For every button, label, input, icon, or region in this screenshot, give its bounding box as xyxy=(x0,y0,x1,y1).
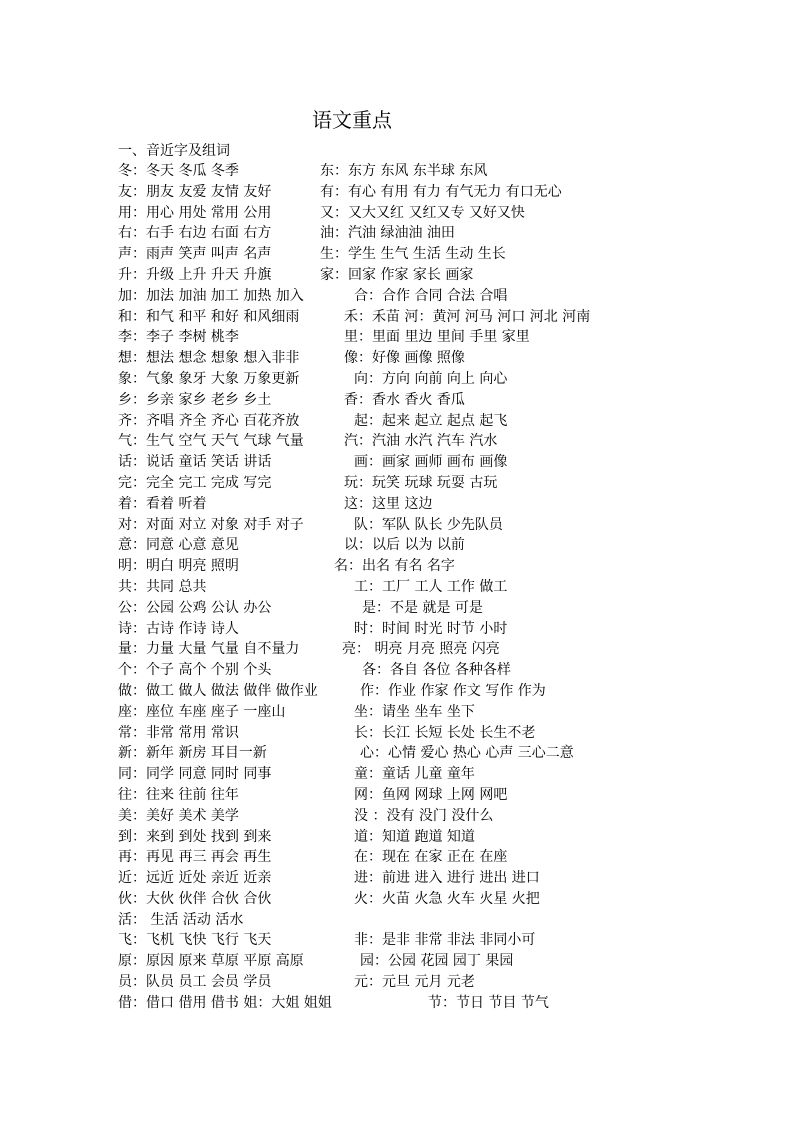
word-group-right: 以：以后 以为 以前 xyxy=(344,537,465,554)
word-group-right: 火：火苗 火急 火车 火星 火把 xyxy=(354,890,540,907)
word-row xyxy=(118,307,758,328)
word-row xyxy=(118,390,758,411)
word-group-left: 近：远近 近处 亲近 近亲 xyxy=(118,870,272,887)
word-row xyxy=(118,910,758,931)
word-group-left: 意：同意 心意 意见 xyxy=(118,537,239,554)
word-group-left: 明：明白 明亮 照明 xyxy=(118,558,239,575)
word-group-left: 伙：大伙 伙伴 合伙 合伙 xyxy=(118,890,272,907)
word-group-left: 气：生气 空气 天气 气球 气量 xyxy=(118,433,304,450)
word-row xyxy=(118,785,758,806)
word-group-left: 座：座位 车座 座子 一座山 xyxy=(118,703,286,720)
word-group-right: 像：好像 画像 照像 xyxy=(344,350,465,367)
word-group-right: 心：心情 爱心 热心 心声 三心二意 xyxy=(360,745,574,762)
word-group-left: 着：看着 听着 xyxy=(118,495,207,512)
word-group-right: 汽：汽油 水汽 汽车 汽水 xyxy=(344,433,498,450)
word-group-right: 亮： 明亮 月亮 照亮 闪亮 xyxy=(342,641,500,658)
word-group-left: 想：想法 想念 想象 想入非非 xyxy=(118,350,300,367)
word-group-left: 量：力量 大量 气量 自不量力 xyxy=(118,641,300,658)
word-row xyxy=(118,889,758,910)
word-row xyxy=(118,743,758,764)
word-row xyxy=(118,182,758,203)
word-row xyxy=(118,868,758,889)
word-row xyxy=(118,806,758,827)
word-list xyxy=(118,161,758,1014)
word-group-right: 生：学生 生气 生活 生动 生长 xyxy=(320,246,506,263)
word-group-left: 个：个子 高个 个别 个头 xyxy=(118,662,272,679)
word-row xyxy=(118,598,758,619)
word-group-right: 这：这里 这边 xyxy=(344,495,433,512)
word-group-right: 玩：玩笑 玩球 玩耍 古玩 xyxy=(344,474,498,491)
word-group-right: 各：各自 各位 各种各样 xyxy=(362,662,511,679)
word-group-left: 到：来到 到处 找到 到来 xyxy=(118,828,272,845)
word-group-right: 东：东方 东风 东半球 东风 xyxy=(320,163,488,179)
word-group-left: 再：再见 再三 再会 再生 xyxy=(118,849,272,866)
word-row xyxy=(118,930,758,951)
document-title: 语文重点 xyxy=(312,108,392,132)
word-row xyxy=(118,411,758,432)
word-group-right: 长：长江 长短 长处 长生不老 xyxy=(354,724,536,741)
word-row xyxy=(118,827,758,848)
word-group-left: 李：李子 李树 桃李 xyxy=(118,329,239,346)
word-row xyxy=(118,639,758,660)
word-group-left: 和：和气 和平 和好 和风细雨 xyxy=(118,308,300,325)
word-row xyxy=(118,452,758,473)
word-group-right: 网：鱼网 网球 上网 网吧 xyxy=(354,786,508,803)
word-group-right: 元：元旦 元月 元老 xyxy=(354,974,475,991)
word-group-right: 有：有心 有用 有力 有气无力 有口无心 xyxy=(320,183,562,200)
word-group-left: 借：借口 借用 借书 姐：大姐 姐姐 xyxy=(118,994,332,1011)
word-row xyxy=(118,223,758,244)
word-group-right: 香：香水 香火 香瓜 xyxy=(344,391,465,408)
word-row xyxy=(118,473,758,494)
word-group-right: 时：时间 时光 时节 小时 xyxy=(354,620,508,637)
word-row xyxy=(118,161,758,182)
word-row xyxy=(118,431,758,452)
word-group-right: 在：现在 在家 正在 在座 xyxy=(354,849,508,866)
word-group-right: 又：又大又红 又红又专 又好又快 xyxy=(320,204,525,221)
word-group-left: 用：用心 用处 常用 公用 xyxy=(118,204,272,221)
word-row xyxy=(118,847,758,868)
word-group-left: 友：朋友 友爱 友情 友好 xyxy=(118,183,272,200)
word-group-left: 齐：齐唱 齐全 齐心 百花齐放 xyxy=(118,412,300,429)
word-group-right: 是：不是 就是 可是 xyxy=(362,599,483,616)
word-group-left: 同：同学 同意 同时 同事 xyxy=(118,766,272,783)
word-row xyxy=(118,244,758,265)
word-row xyxy=(118,619,758,640)
word-row xyxy=(118,681,758,702)
section-heading: 一、音近字及组词 xyxy=(118,143,230,159)
word-group-right: 工：工厂 工人 工作 做工 xyxy=(354,578,508,595)
word-group-left: 完：完全 完工 完成 写完 xyxy=(118,474,272,491)
word-group-right: 名：出名 有名 名字 xyxy=(334,558,455,575)
word-group-left: 象：气象 象牙 大象 万象更新 xyxy=(118,370,300,387)
word-group-left: 常：非常 常用 常识 xyxy=(118,724,239,741)
word-group-right: 园：公园 花园 园丁 果园 xyxy=(360,953,514,970)
word-row xyxy=(118,203,758,224)
word-row xyxy=(118,494,758,515)
word-row xyxy=(118,265,758,286)
word-row xyxy=(118,348,758,369)
word-group-right: 家：回家 作家 家长 画家 xyxy=(320,266,474,283)
word-group-left: 往：往来 往前 往年 xyxy=(118,786,239,803)
word-group-left: 原：原因 原来 草原 平原 高原 xyxy=(118,953,304,970)
word-group-left: 公：公园 公鸡 公认 办公 xyxy=(118,599,272,616)
word-row xyxy=(118,972,758,993)
word-group-left: 飞：飞机 飞快 飞行 飞天 xyxy=(118,932,272,949)
word-group-left: 诗：古诗 作诗 诗人 xyxy=(118,620,239,637)
word-group-right: 队：军队 队长 少先队员 xyxy=(354,516,503,533)
word-row xyxy=(118,764,758,785)
word-group-left: 新：新年 新房 耳目一新 xyxy=(118,745,267,762)
word-group-left: 冬：冬天 冬瓜 冬季 xyxy=(118,163,239,179)
word-group-right: 画：画家 画师 画布 画像 xyxy=(354,454,508,471)
word-group-right: 起：起来 起立 起点 起飞 xyxy=(354,412,508,429)
word-group-left: 共：共同 总共 xyxy=(118,578,207,595)
word-group-right: 非：是非 非常 非法 非同小可 xyxy=(354,932,536,949)
word-group-right: 作：作业 作家 作文 写作 作为 xyxy=(360,682,546,699)
word-row xyxy=(118,286,758,307)
word-group-left: 做：做工 做人 做法 做伴 做作业 xyxy=(118,682,318,699)
word-row xyxy=(118,515,758,536)
word-row xyxy=(118,556,758,577)
word-group-right: 节：节日 节目 节气 xyxy=(428,994,549,1011)
word-group-right: 没 ：没有 没门 没什么 xyxy=(354,807,494,824)
word-row xyxy=(118,723,758,744)
word-row xyxy=(118,993,758,1014)
word-group-right: 道：知道 跑道 知道 xyxy=(354,828,475,845)
word-group-left: 升：升级 上升 升天 升旗 xyxy=(118,266,272,283)
word-group-right: 进：前进 进入 进行 进出 进口 xyxy=(354,870,540,887)
word-row xyxy=(118,660,758,681)
word-group-left: 话：说话 童话 笑话 讲话 xyxy=(118,454,272,471)
word-group-left: 美：美好 美术 美学 xyxy=(118,807,239,824)
word-row xyxy=(118,951,758,972)
word-group-left: 员：队员 员工 会员 学员 xyxy=(118,974,272,991)
word-group-right: 里：里面 里边 里间 手里 家里 xyxy=(344,329,530,346)
word-group-left: 右：右手 右边 右面 右方 xyxy=(118,225,272,242)
word-group-right: 合：合作 合同 合法 合唱 xyxy=(354,287,508,304)
word-group-left: 加：加法 加油 加工 加热 加入 xyxy=(118,287,304,304)
word-group-left: 乡：乡亲 家乡 老乡 乡土 xyxy=(118,391,272,408)
word-group-right: 禾：禾苗 河：黄河 河马 河口 河北 河南 xyxy=(344,308,591,325)
word-row xyxy=(118,535,758,556)
word-row xyxy=(118,577,758,598)
word-group-right: 坐：请坐 坐车 坐下 xyxy=(354,703,475,720)
word-group-right: 童：童话 儿童 童年 xyxy=(354,766,475,783)
word-row xyxy=(118,702,758,723)
word-group-left: 声：雨声 笑声 叫声 名声 xyxy=(118,246,272,263)
word-row xyxy=(118,327,758,348)
word-group-left: 活： 生活 活动 活水 xyxy=(118,911,244,928)
word-row xyxy=(118,369,758,390)
word-group-left: 对：对面 对立 对象 对手 对子 xyxy=(118,516,304,533)
word-group-right: 油：汽油 绿油油 油田 xyxy=(320,225,455,242)
word-group-right: 向：方向 向前 向上 向心 xyxy=(354,370,508,387)
